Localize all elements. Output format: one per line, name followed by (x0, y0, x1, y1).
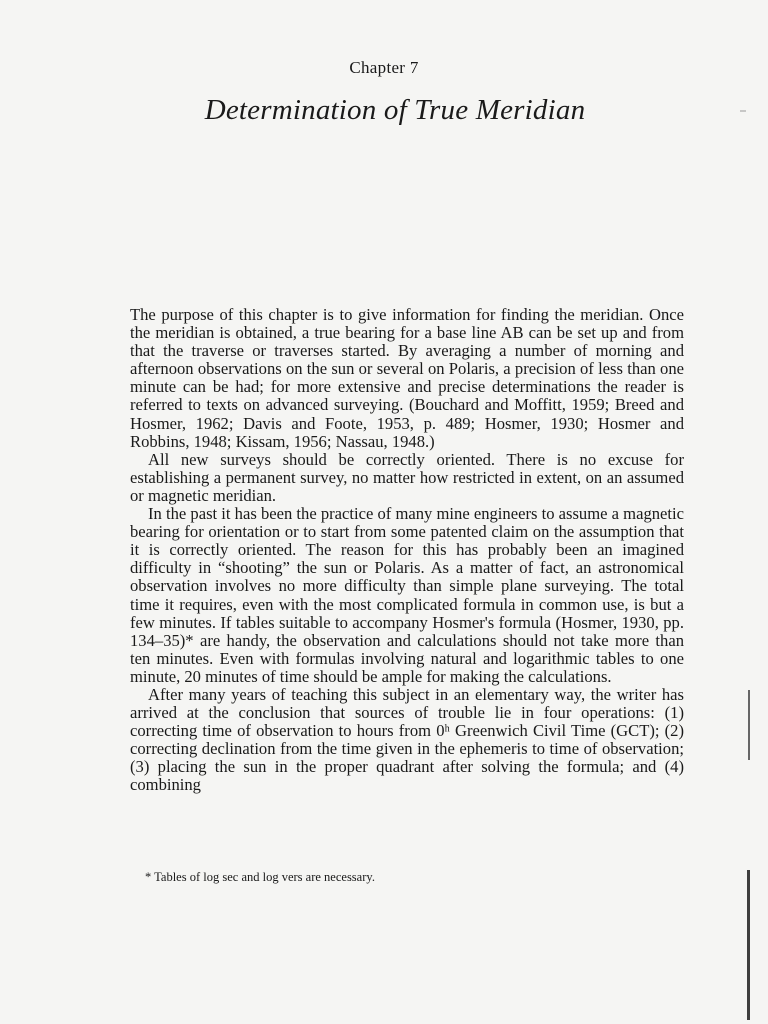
footnote: * Tables of log sec and log vers are necessary. (145, 870, 375, 884)
paragraph-purpose: The purpose of this chapter is to give information for finding the meridian. Once the meridian is obtained, a true bearing for a base line AB can be set up and from that the traverse or traverses started. By averaging a number of morning and afternoon observations on the sun or several on Polaris, a precision of less than one minute can be had; for more extensive and precise determinations the reader is referred to texts on advanced surveying. (Bouchard and Moffitt, 1959; Breed and Hosmer, 1962; Davis and Foote, 1953, p. 489; Hosmer, 1930; Hosmer and Robbins, 1948; Kissam, 1956; Nassau, 1948.) (130, 305, 684, 451)
paragraph-new-surveys: All new surveys should be correctly oriented. There is no excuse for establishing a permanent survey, no matter how restricted in extent, on an assumed or magnetic meridian. (130, 449, 684, 505)
body-text (130, 306, 684, 795)
paragraph-teaching: After many years of teaching this subject in an elementary way, the writer has arrived at the conclusion that sources of trouble lie in four operations: (1) correcting time of observation to hours from 0ʰ Greenwich Civil Time (GCT); (2) correcting declination from the time given in the ephemeris to time of observation; (3) placing the sun in the proper quadrant after solving the formula; and (4) combining (130, 684, 684, 795)
scan-edge-mark (747, 870, 750, 1020)
scan-speck (740, 110, 746, 112)
chapter-title: Determination of True Meridian (204, 94, 586, 126)
chapter-label: Chapter 7 (349, 58, 419, 77)
paragraph-practice: In the past it has been the practice of many mine engineers to assume a magnetic bearing for orientation or to start from some patented claim on the assumption that it is correctly oriented. The reason for this has probably been an imagined difficulty in “shooting” the sun or Polaris. As a matter of fact, an astronomical observation involves no more difficulty than simple plane surveying. The total time it requires, even with the most complicated formula in common use, is but a few minutes. If tables suitable to accompany Hosmer's formula (Hosmer, 1930, pp. 134–35)* are handy, the observation and calculations should not take more than ten minutes. Even with formulas involving natural and logarithmic tables to one minute, 20 minutes of time should be ample for making the calculations. (130, 504, 684, 686)
scan-edge-mark (748, 690, 750, 760)
